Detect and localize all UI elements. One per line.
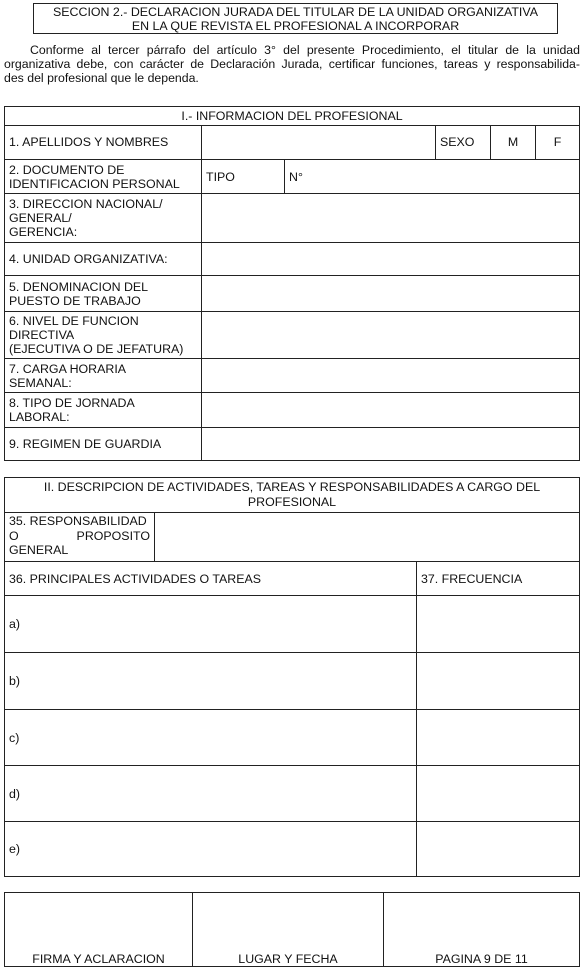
field-carga[interactable]: [202, 359, 579, 392]
label-pagina: PAGINA 9 DE 11: [435, 951, 528, 966]
activity-row-e[interactable]: e): [9, 842, 21, 856]
resp-line-1: 35. RESPONSABILIDAD: [9, 514, 147, 528]
signature-table: [4, 892, 580, 967]
label-unidad: 4. UNIDAD ORGANIZATIVA:: [9, 252, 168, 266]
label-documento: 2. DOCUMENTO DE IDENTIFICACION PERSONAL: [9, 162, 180, 191]
field-nivel[interactable]: [202, 312, 579, 358]
intro-line-2: organizativa debe, con carácter de Declaración Jurada, certificar funciones, tareas y responsabilida-: [4, 57, 580, 71]
activity-row-d[interactable]: d): [9, 786, 21, 801]
field-jornada[interactable]: [202, 393, 579, 427]
sexo-f-option[interactable]: F: [553, 135, 562, 149]
professional-info-table: [4, 106, 580, 461]
professional-info-header: I.- INFORMACION DEL PROFESIONAL: [181, 109, 403, 123]
resp-line-2: O PROPOSITO: [9, 528, 150, 543]
activities-header-line2: PROFESIONAL: [247, 494, 337, 509]
section-title-box: [33, 3, 558, 34]
field-unidad[interactable]: [202, 243, 579, 275]
section-title-line2: EN LA QUE REVISTA EL PROFESIONAL A INCORPORAR: [131, 19, 460, 33]
field-responsabilidad[interactable]: [155, 513, 579, 561]
label-direccion: 3. DIRECCION NACIONAL/ GENERAL/ GERENCIA:: [9, 197, 163, 239]
frequency-row-b[interactable]: [417, 653, 579, 709]
intro-line-1: Conforme al tercer párrafo del artículo 3° del presente Procedimiento, el titular de la unidad: [30, 43, 580, 57]
label-nivel: 6. NIVEL DE FUNCION DIRECTIVA (EJECUTIVA O DE JEFATURA): [9, 314, 184, 356]
activity-row-c[interactable]: c): [9, 730, 20, 745]
intro-line-3: des del profesional que le dependa.: [4, 71, 199, 85]
field-direccion[interactable]: [202, 194, 579, 242]
activity-row-b[interactable]: b): [9, 674, 21, 688]
frequency-row-a[interactable]: [417, 596, 579, 652]
resp-line-3: GENERAL: [9, 543, 69, 557]
label-guardia: 9. REGIMEN DE GUARDIA: [9, 437, 162, 451]
field-denominacion[interactable]: [202, 276, 579, 311]
intro-paragraph: [4, 43, 580, 85]
label-carga: 7. CARGA HORARIA SEMANAL:: [9, 361, 127, 390]
frequency-row-e[interactable]: [417, 822, 579, 876]
label-firma: FIRMA Y ACLARACION: [32, 951, 165, 966]
section-title-line1: SECCION 2.- DECLARACION JURADA DEL TITULAR DE LA UNIDAD ORGANIZATIVA: [53, 5, 538, 19]
field-guardia[interactable]: [202, 428, 579, 460]
label-jornada: 8. TIPO DE JORNADA LABORAL:: [9, 396, 135, 424]
label-lugar-fecha: LUGAR Y FECHA: [238, 951, 338, 966]
field-apellidos[interactable]: [202, 126, 435, 158]
field-tipo-documento[interactable]: TIPO: [206, 169, 235, 184]
col-header-frecuencia: 37. FRECUENCIA: [421, 571, 523, 586]
field-numero-documento[interactable]: N°: [289, 169, 303, 184]
label-denominacion: 5. DENOMINACION DEL PUESTO DE TRABAJO: [9, 279, 149, 308]
label-sexo: SEXO: [440, 135, 475, 149]
activity-row-a[interactable]: a): [9, 617, 21, 631]
sexo-m-option[interactable]: M: [507, 135, 519, 149]
col-header-actividades: 36. PRINCIPALES ACTIVIDADES O TAREAS: [9, 571, 262, 586]
label-apellidos: 1. APELLIDOS Y NOMBRES: [9, 135, 169, 149]
activities-table: [4, 477, 580, 877]
label-responsabilidad: [5, 514, 154, 560]
activities-header-line1: II. DESCRIPCION DE ACTIVIDADES, TAREAS Y RESPONSABILIDADES A CARGO DEL: [43, 479, 541, 494]
frequency-row-d[interactable]: [417, 766, 579, 821]
frequency-row-c[interactable]: [417, 710, 579, 765]
